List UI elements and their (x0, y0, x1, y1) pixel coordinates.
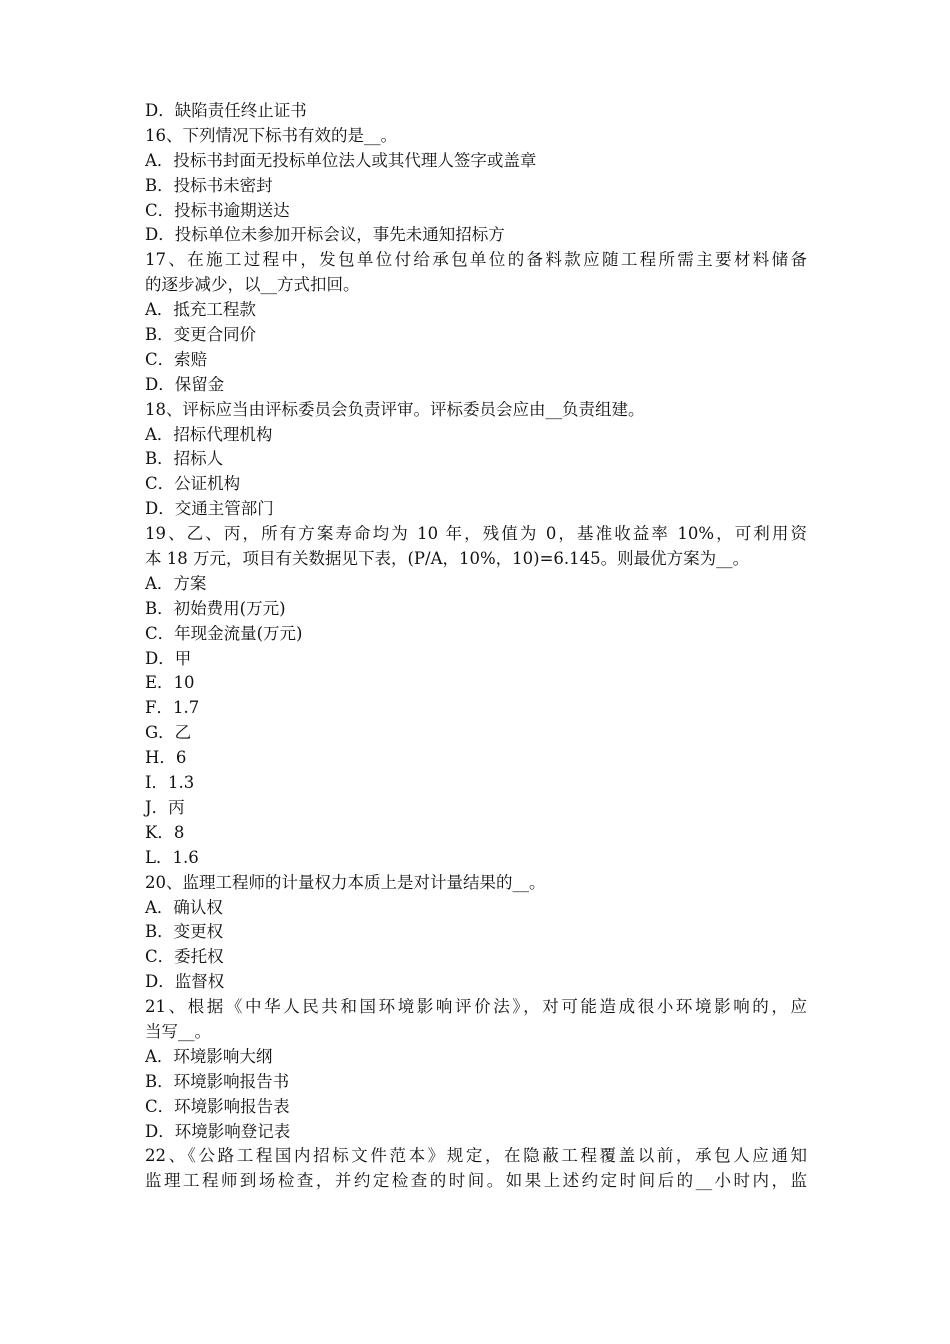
option-line: D．交通主管部门 (145, 499, 274, 519)
option-line: L．1.6 (145, 847, 199, 867)
option-line: C．索赔 (145, 349, 208, 369)
option-line: J．丙 (145, 797, 185, 817)
question-18: 18、评标应当由评标委员会负责评审。评标委员会应由__负责组建。 (145, 399, 645, 419)
option-line: A．环境影响大纲 (145, 1046, 273, 1066)
option-line: C．公证机构 (145, 474, 241, 494)
option-line: I．1.3 (145, 773, 195, 793)
option-line: E．10 (145, 673, 195, 693)
option-line: D．监督权 (145, 972, 225, 992)
question-22: 22、《公路工程国内招标文件范本》规定，在隐蔽工程覆盖以前，承包人应通知 (145, 1146, 807, 1166)
option-line: D．缺陷责任终止证书 (145, 101, 307, 120)
option-line: H．6 (145, 748, 187, 768)
option-line: D．甲 (145, 648, 192, 668)
option-line: A．投标书封面无投标单位法人或其代理人签字或盖章 (145, 150, 537, 170)
option-line: C．委托权 (145, 947, 224, 967)
question-20: 20、监理工程师的计量权力本质上是对计量结果的__。 (145, 872, 546, 892)
question-16: 16、下列情况下标书有效的是__。 (145, 125, 397, 145)
option-line: G．乙 (145, 723, 192, 743)
option-line: D．保留金 (145, 374, 225, 394)
option-line: B．环境影响报告书 (145, 1071, 290, 1091)
option-line: A．方案 (145, 573, 207, 593)
document-body (145, 99, 807, 1194)
question-22-continued: 监理工程师到场检查，并约定检查的时间。如果上述约定时间后的__小时内，监 (145, 1171, 807, 1191)
question-17-continued: 的逐步减少，以__方式扣回。 (145, 275, 360, 295)
question-21-continued: 当写__。 (145, 1021, 211, 1041)
option-line: C．年现金流量(万元) (145, 623, 303, 643)
question-19-continued: 本 18 万元，项目有关数据见下表，(P/A，10%，10)=6.145。则最优方案为__。 (145, 549, 750, 569)
option-line: B．招标人 (145, 449, 224, 469)
option-line: A．确认权 (145, 897, 223, 917)
option-line: K．8 (145, 822, 185, 842)
option-line: B．变更权 (145, 922, 224, 942)
option-line: B．初始费用(万元) (145, 598, 286, 618)
option-line: A．招标代理机构 (145, 424, 273, 444)
option-line: D．投标单位未参加开标会议，事先未通知招标方 (145, 225, 505, 245)
option-line: D．环境影响登记表 (145, 1121, 291, 1141)
option-line: B．变更合同价 (145, 325, 257, 345)
option-line: B．投标书未密封 (145, 175, 273, 195)
question-17: 17、在施工过程中，发包单位付给承包单位的备料款应随工程所需主要材料储备 (145, 250, 807, 270)
option-line: F．1.7 (145, 698, 200, 718)
question-19: 19、乙、丙，所有方案寿命均为 10 年，残值为 0，基准收益率 10%，可利用资 (145, 524, 807, 544)
question-21: 21、根据《中华人民共和国环境影响评价法》，对可能造成很小环境影响的，应 (145, 997, 807, 1017)
option-line: C．投标书逾期送达 (145, 200, 290, 220)
option-line: C．环境影响报告表 (145, 1096, 290, 1116)
option-line: A．抵充工程款 (145, 300, 256, 320)
